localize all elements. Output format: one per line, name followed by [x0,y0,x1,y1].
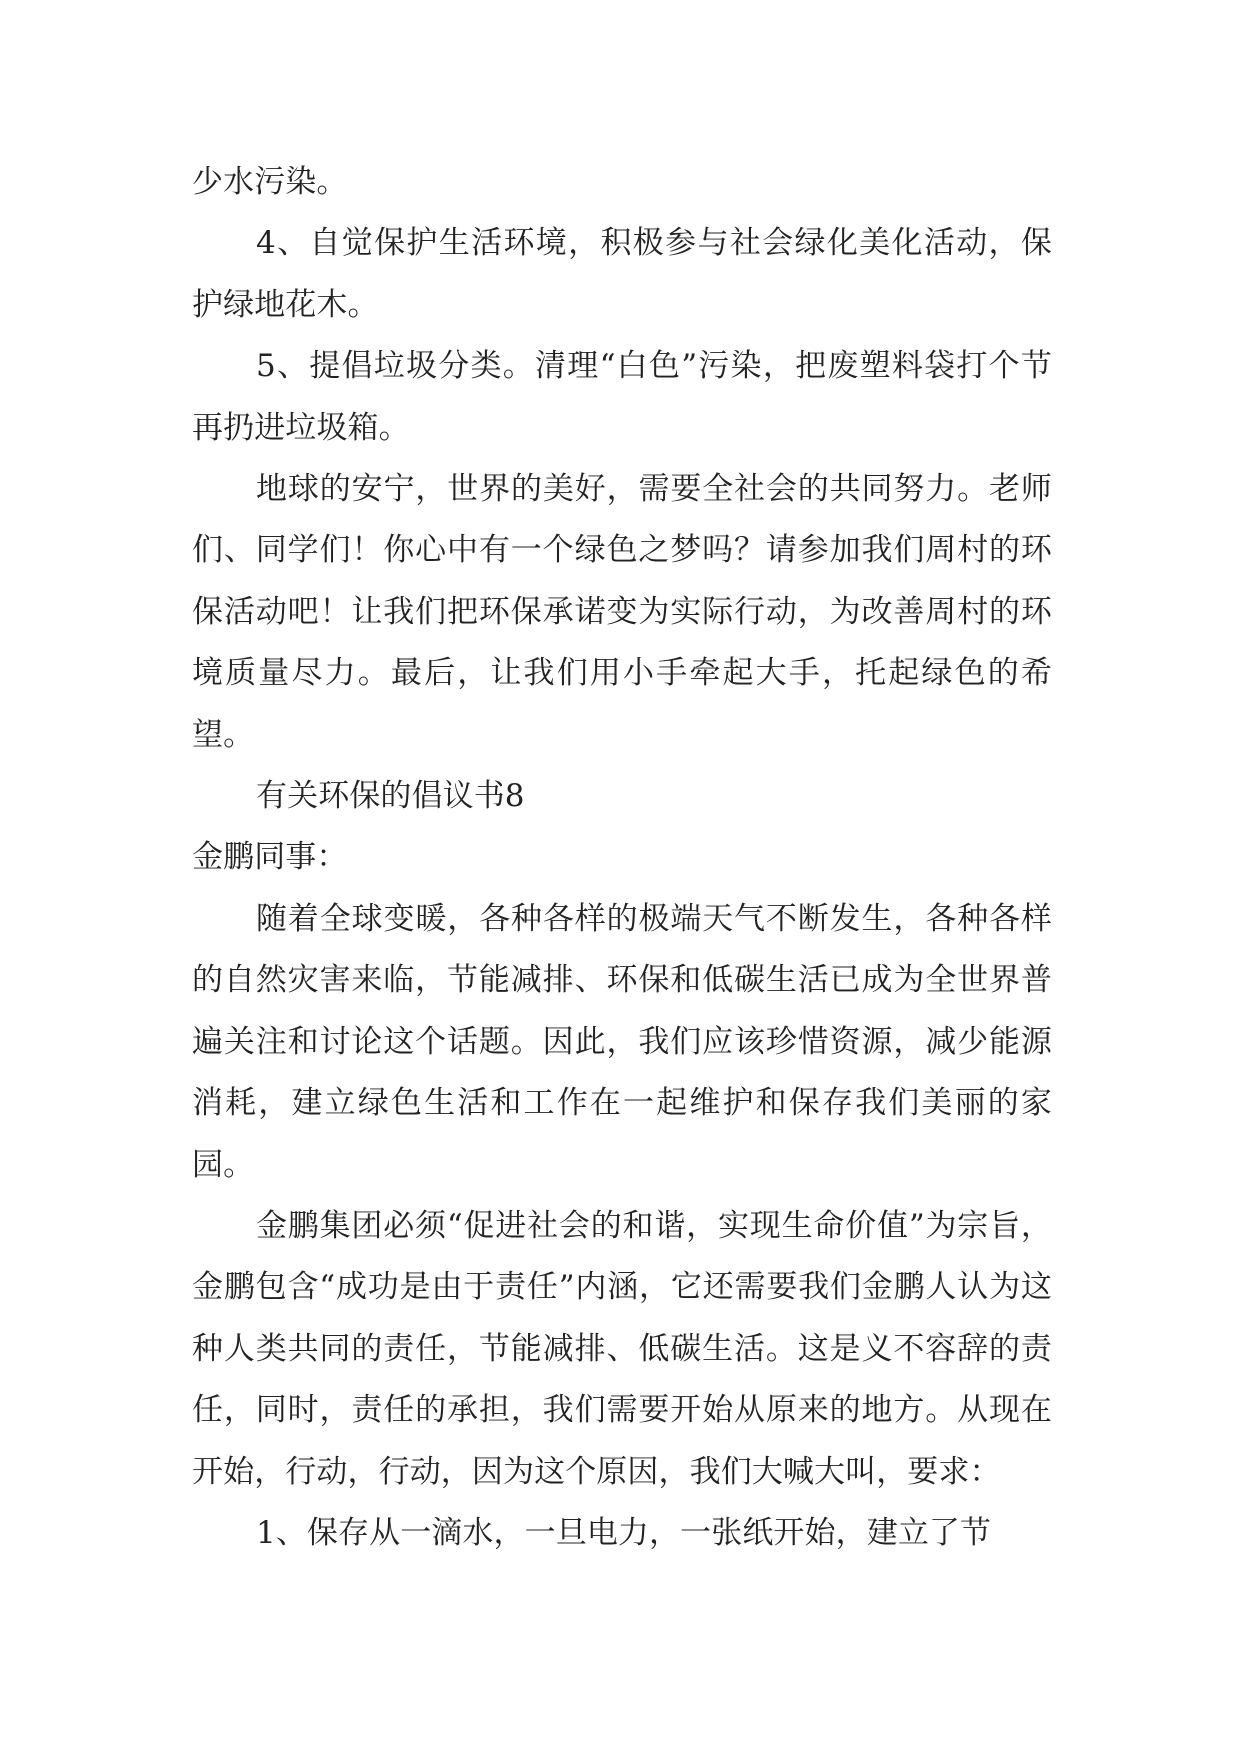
paragraph-7: 1、保存从一滴水，一旦电力，一张纸开始，建立了节 [256,1514,992,1551]
paragraph-3: 5、提倡垃圾分类。清理“白色”污染，把废塑料袋打个节再扔进垃圾箱。 [192,348,1052,446]
paragraph-6: 金鹏集团必须“促进社会的和谐，实现生命价值”为宗旨，金鹏包含“成功是由于责任”内涵，它还需要我们金鹏人认为这种人类共同的责任，节能减排、低碳生活。这是义不容辞的责任，同时，责任的承担，我们需要开始从原来的地方。从现在开始，行动，行动，因为这个原因，我们大喊大叫，要求： [192,1207,1052,1490]
section-heading: 有关环保的倡议书8 [256,778,525,815]
salutation: 金鹏同事： [192,839,348,876]
paragraph-2: 4、自觉保护生活环境，积极参与社会绿化美化活动，保护绿地花木。 [192,225,1052,323]
document-body [192,152,1052,1564]
paragraph-1: 少水污染。 [192,164,348,200]
paragraph-4: 地球的安宁，世界的美好，需要全社会的共同努力。老师们、同学们！你心中有一个绿色之梦吗？请参加我们周村的环保活动吧！让我们把环保承诺变为实际行动，为改善周村的环境质量尽力。最后，让我们用小手牵起大手，托起绿色的希望。 [192,471,1052,753]
paragraph-5: 随着全球变暖，各种各样的极端天气不断发生，各种各样的自然灾害来临，节能减排、环保和低碳生活已成为全世界普遍关注和讨论这个话题。因此，我们应该珍惜资源，减少能源消耗，建立绿色生活和工作在一起维护和保存我们美丽的家园。 [192,900,1052,1183]
